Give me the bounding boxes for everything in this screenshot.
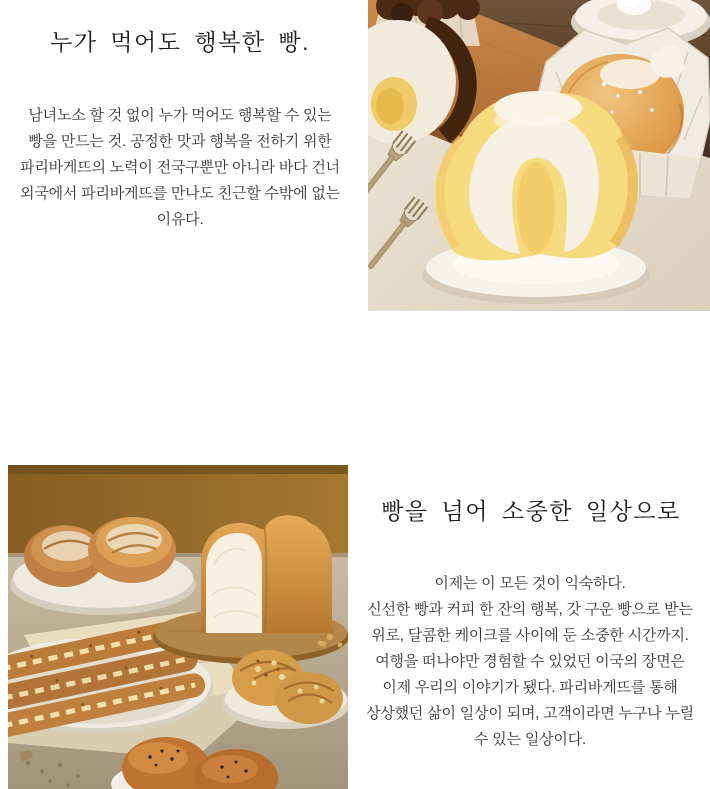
paragraph-line: 파리바게뜨의 노력이 전국구뿐만 아니라 바다 건너 — [20, 159, 340, 176]
paragraph-line: 빵을 만드는 것. 공정한 맛과 행복을 전하기 위한 — [28, 133, 332, 150]
chocolate-cream-muffin — [368, 0, 480, 144]
paragraph-line: 상상했던 삶이 일상이 되며, 고객이라면 누구나 누릴 — [366, 705, 694, 722]
paragraph-line: 남녀노소 할 것 없이 누가 먹어도 행복할 수 있는 — [28, 107, 332, 124]
paragraph-line: 위로, 달콤한 케이크를 사이에 둔 소중한 시간까지. — [371, 627, 689, 644]
bread-assortment-photo — [8, 465, 348, 789]
paragraph-line: 이제는 이 모든 것이 익숙하다. — [434, 575, 626, 592]
cream-filled-cakes-illustration — [368, 0, 710, 311]
paragraph-line: 이유다. — [156, 211, 204, 228]
paragraph-line: 수 있는 일상이다. — [474, 731, 586, 748]
paragraph-line: 이제 우리의 이야기가 됐다. 파리바게뜨를 통해 — [382, 679, 678, 696]
section-title-daily-life: 빵을 넘어 소중한 일상으로 — [381, 498, 681, 524]
bread-assortment-illustration — [8, 465, 348, 789]
paragraph-line: 여행을 떠나야만 경험할 수 있었던 이국의 장면은 — [375, 653, 685, 670]
section-paragraph-happy-bread — [0, 103, 360, 233]
section-paragraph-daily-life — [350, 571, 710, 753]
cream-filled-cakes-photo — [368, 0, 710, 311]
wall-shadow-strip — [8, 465, 348, 474]
section-title-happy-bread: 누가 먹어도 행복한 빵. — [49, 29, 311, 55]
paragraph-line: 외국에서 파리바게뜨를 만나도 친근할 수밖에 없는 — [20, 185, 340, 202]
paragraph-line: 신선한 빵과 커피 한 잔의 행복, 갓 구운 빵으로 받는 — [367, 601, 693, 618]
